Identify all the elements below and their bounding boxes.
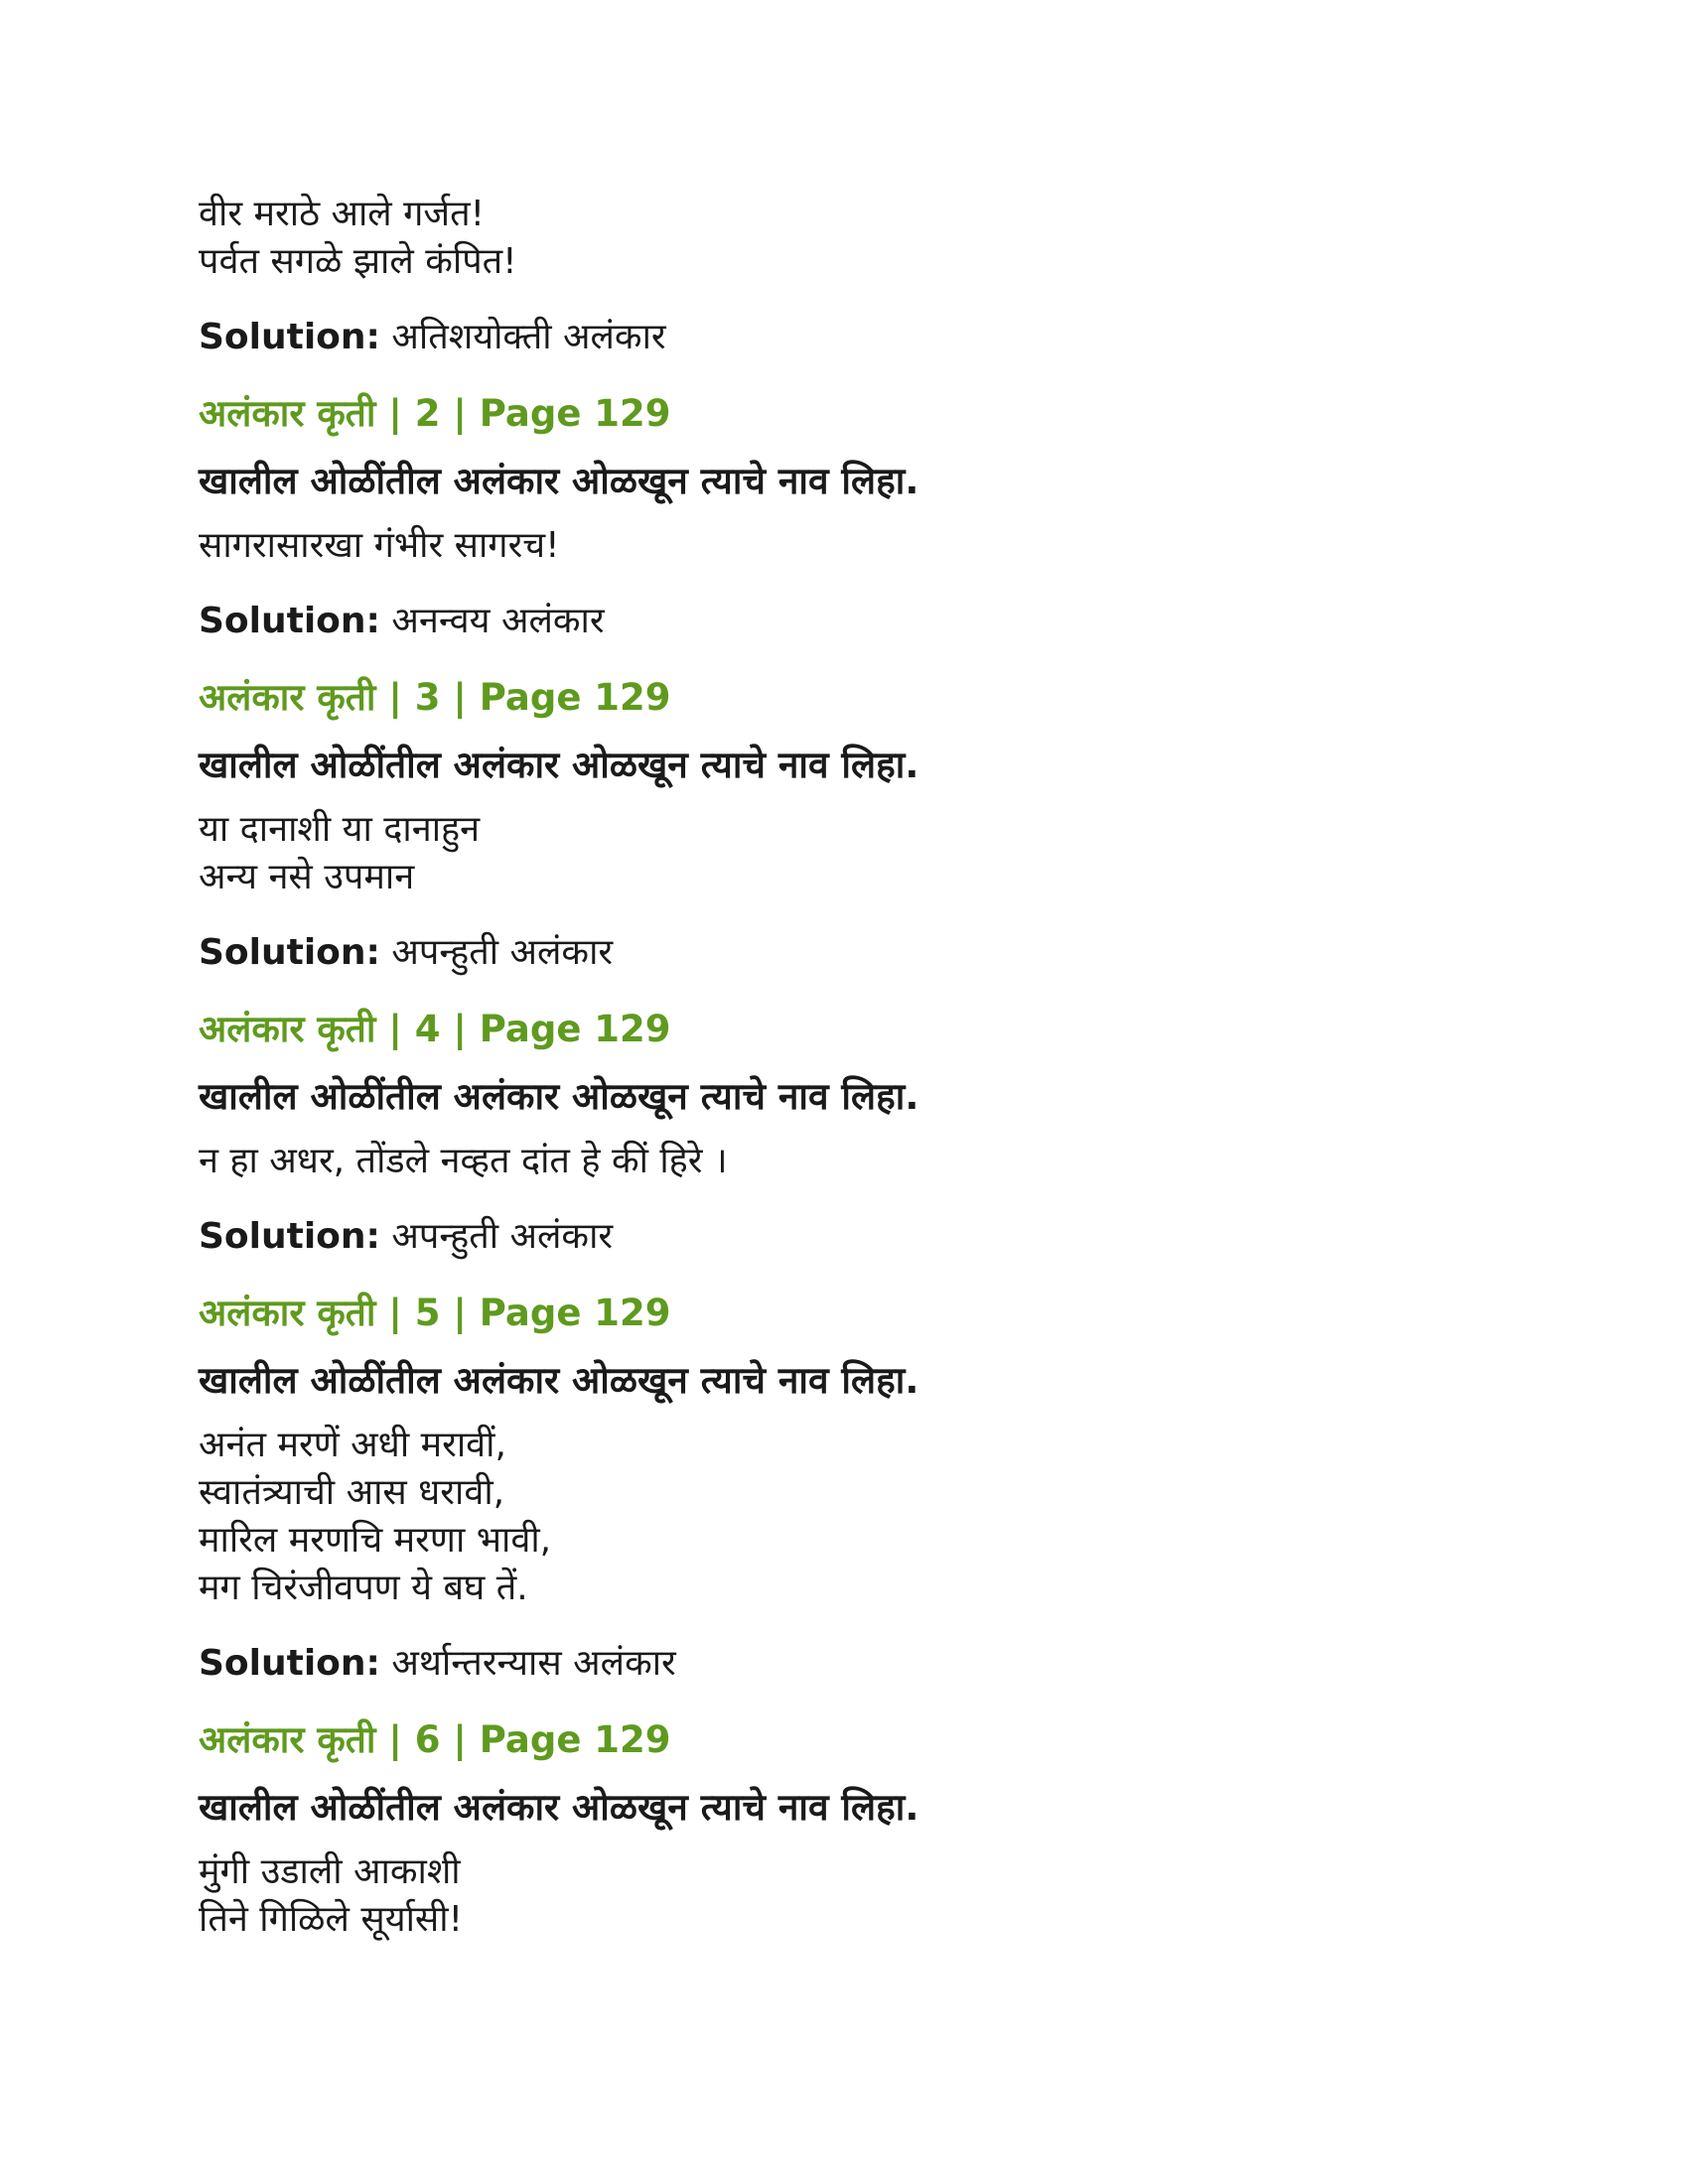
item-question: खालील ओळींतील अलंकार ओळखून त्याचे नाव लिहा. <box>199 1786 919 1829</box>
intro-verse <box>199 191 1489 286</box>
item-solution <box>199 1640 1489 1688</box>
verse-line: मारिल मरणचि मरणा भावी, <box>199 1520 552 1561</box>
item-verse <box>199 1848 1489 1944</box>
verse-line: अन्य नसे उपमान <box>199 857 415 897</box>
verse-line: न हा अधर, तोंडले नव्हत दांत हे कीं हिरे । <box>199 1141 728 1181</box>
item-verse <box>199 522 1489 570</box>
solution-text: अनन्वय अलंकार <box>391 601 605 641</box>
verse-line: स्वातंत्र्याची आस धरावी, <box>199 1472 505 1513</box>
solution-text: अर्थान्तरन्यास अलंकार <box>391 1643 676 1684</box>
solution-label: Solution: <box>199 1643 380 1684</box>
solution-text: अतिशयोक्ती अलंकार <box>391 317 666 357</box>
verse-line: अनंत मरणें अधी मरावीं, <box>199 1425 506 1465</box>
item-solution <box>199 929 1489 977</box>
item-heading: अलंकार कृती | 5 | Page 129 <box>199 1292 671 1334</box>
verse-line: वीर मराठे आले गर्जत! <box>199 194 486 234</box>
item-verse <box>199 806 1489 901</box>
item-question: खालील ओळींतील अलंकार ओळखून त्याचे नाव लिहा. <box>199 460 919 502</box>
item-question: खालील ओळींतील अलंकार ओळखून त्याचे नाव लिहा. <box>199 1075 919 1118</box>
solution-text: अपन्हुती अलंकार <box>391 1216 614 1257</box>
verse-line: मुंगी उडाली आकाशी <box>199 1851 461 1892</box>
document-page <box>199 191 1489 1972</box>
item-solution <box>199 1213 1489 1261</box>
item-heading: अलंकार कृती | 2 | Page 129 <box>199 392 671 435</box>
item-heading: अलंकार कृती | 6 | Page 129 <box>199 1718 671 1761</box>
item-solution <box>199 598 1489 645</box>
verse-line: या दानाशी या दानाहुन <box>199 809 481 850</box>
verse-line: पर्वत सगळे झाले कंपित! <box>199 241 517 282</box>
verse-line: मग चिरंजीवपण ये बघ तें. <box>199 1568 528 1608</box>
verse-line: सागरासारखा गंभीर सागरच! <box>199 525 560 566</box>
solution-label: Solution: <box>199 1216 380 1257</box>
item-heading: अलंकार कृती | 4 | Page 129 <box>199 1008 671 1050</box>
solution-text: अपन्हुती अलंकार <box>391 932 614 973</box>
intro-solution <box>199 314 1489 361</box>
item-verse <box>199 1138 1489 1185</box>
solution-label: Solution: <box>199 317 380 357</box>
item-verse <box>199 1422 1489 1612</box>
item-question: खालील ओळींतील अलंकार ओळखून त्याचे नाव लिहा. <box>199 1359 919 1402</box>
item-question: खालील ओळींतील अलंकार ओळखून त्याचे नाव लिहा. <box>199 744 919 786</box>
solution-label: Solution: <box>199 601 380 641</box>
item-heading: अलंकार कृती | 3 | Page 129 <box>199 676 671 719</box>
solution-label: Solution: <box>199 932 380 973</box>
verse-line: तिने गिळिले सूर्यासी! <box>199 1899 464 1940</box>
